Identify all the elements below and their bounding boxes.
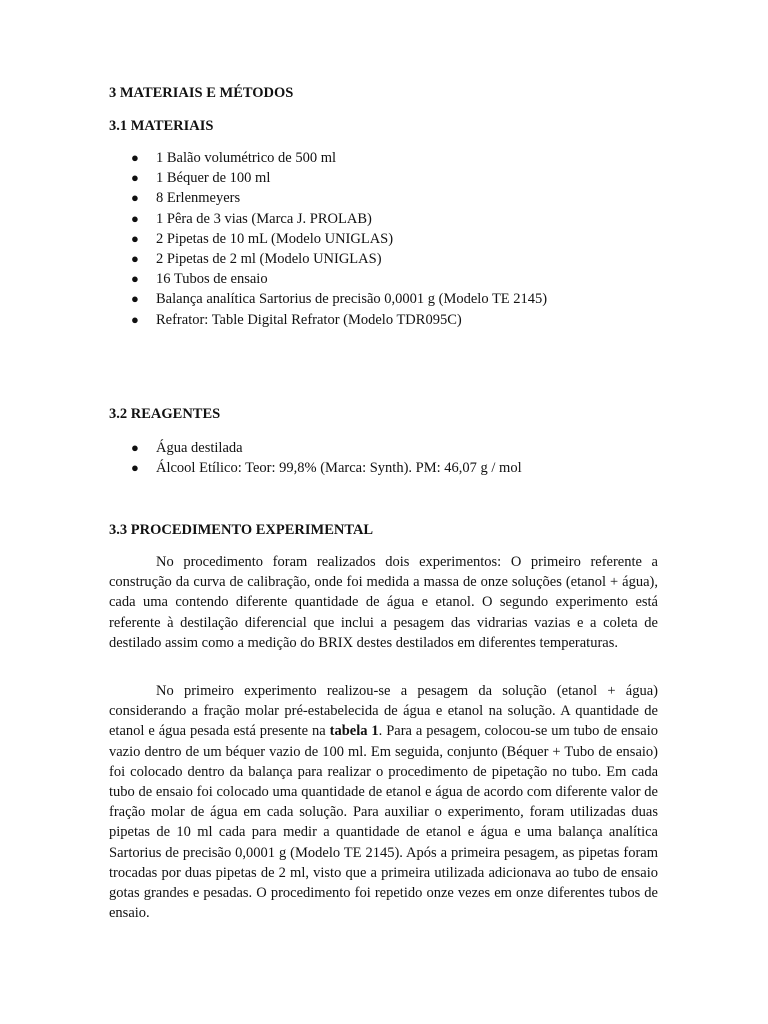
list-item bbox=[109, 168, 547, 188]
list-item bbox=[109, 148, 547, 168]
bullet-icon: ● bbox=[131, 230, 139, 246]
list-item bbox=[109, 289, 547, 309]
list-item bbox=[109, 310, 547, 330]
list-item-text: 16 Tubos de ensaio bbox=[156, 271, 268, 288]
list-item bbox=[109, 458, 522, 478]
list-item-text: 1 Pêra de 3 vias (Marca J. PROLAB) bbox=[156, 210, 372, 227]
list-item-text: Álcool Etílico: Teor: 99,8% (Marca: Synth). PM: 46,07 g / mol bbox=[156, 460, 522, 477]
reagents-list bbox=[109, 438, 522, 478]
list-item bbox=[109, 269, 547, 289]
bullet-icon: ● bbox=[131, 150, 139, 165]
materials-heading: 3.1 MATERIAIS bbox=[109, 118, 214, 134]
table-reference: tabela 1 bbox=[329, 723, 379, 740]
bullet-icon: ● bbox=[131, 170, 139, 186]
reagents-heading: 3.2 REAGENTES bbox=[109, 406, 221, 422]
list-item-text: 1 Balão volumétrico de 500 ml bbox=[156, 150, 337, 166]
materials-list bbox=[109, 148, 547, 330]
list-item-text: 1 Béquer de 100 ml bbox=[156, 170, 271, 187]
procedure-paragraph-1: No procedimento foram realizados dois experimentos: O primeiro referente a construção da curva de calibração, onde foi medida a massa de onze soluções (etanol + água), cada uma contendo diferente quantidade de água e etanol. O segundo experimento está referente à destilação diferencial que inclui a pesagem das vidrarias vazias e a coleta de destilado assim como a medição do BRIX destes destilados em diferentes temperaturas. bbox=[109, 554, 658, 651]
bullet-icon: ● bbox=[131, 250, 139, 266]
list-item bbox=[109, 209, 547, 229]
procedure-heading: 3.3 PROCEDIMENTO EXPERIMENTAL bbox=[109, 522, 374, 538]
section-title: 3 MATERIAIS E MÉTODOS bbox=[109, 85, 294, 101]
list-item-text: Balança analítica Sartorius de precisão 0,0001 g (Modelo TE 2145) bbox=[156, 291, 548, 308]
bullet-icon: ● bbox=[131, 440, 139, 455]
bullet-icon: ● bbox=[131, 311, 139, 327]
list-item-text: 2 Pipetas de 2 ml (Modelo UNIGLAS) bbox=[156, 250, 382, 267]
list-item-text: Refrator: Table Digital Refrator (Modelo TDR095C) bbox=[156, 311, 462, 328]
paragraph-text: No primeiro experimento realizou-se a pesagem da solução (etanol + água) considerando a fração molar pré-estabelecida de água e etanol na solução. A quantidade de etanol e água pesada está presente na bbox=[109, 683, 658, 740]
bullet-icon: ● bbox=[131, 460, 139, 476]
list-item-text: Água destilada bbox=[156, 440, 243, 456]
list-item-text: 8 Erlenmeyers bbox=[156, 190, 241, 207]
list-item bbox=[109, 188, 547, 208]
list-item bbox=[109, 229, 547, 249]
list-item bbox=[109, 249, 547, 269]
list-item bbox=[109, 438, 522, 458]
paragraph-text: . Para a pesagem, colocou-se um tubo de ensaio vazio dentro de um béquer vazio de 100 ml. Em seguida, conjunto (Béquer + Tubo de ensaio) foi colocado dentro da balança para realizar o procedimento de pipetação no tubo. Em cada tubo de ensaio foi colocado uma quantidade de etanol e água de acordo com diferente valor de fração molar de água em cada solução. Para auxiliar o experimento, foram utilizadas duas pipetas de 10 ml cada para medir a quantidade de etanol e água e uma balança analítica Sartorius de precisão 0,0001 g (Modelo TE 2145). Após a primeira pesagem, as pipetas foram trocadas por duas pipetas de 2 ml, visto que a primeira utilizada adicionava ao tubo de ensaio gotas grandes e pesadas. O procedimento foi repetido onze vezes em onze diferentes tubos de ensaio. bbox=[109, 723, 658, 922]
bullet-icon: ● bbox=[131, 190, 139, 206]
procedure-paragraph-2 bbox=[109, 681, 658, 923]
bullet-icon: ● bbox=[131, 210, 139, 226]
bullet-icon: ● bbox=[131, 291, 139, 307]
bullet-icon: ● bbox=[131, 271, 139, 287]
list-item-text: 2 Pipetas de 10 mL (Modelo UNIGLAS) bbox=[156, 230, 394, 247]
